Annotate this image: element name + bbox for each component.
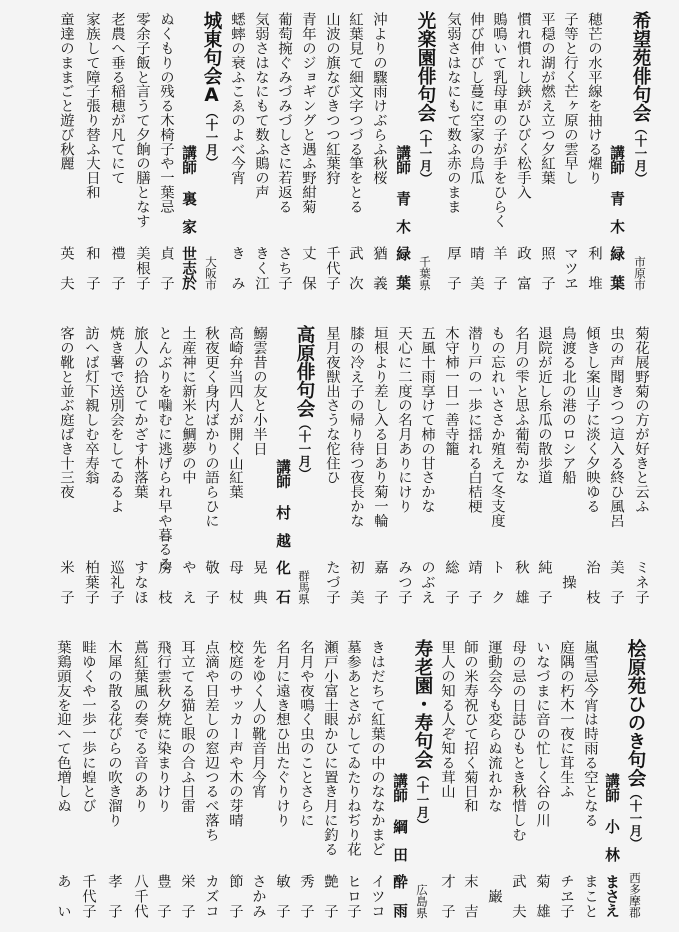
haiku-entry <box>251 314 267 614</box>
lecturer <box>394 0 411 300</box>
haiku-entry <box>534 628 550 928</box>
haiku-author: 英夫 <box>58 246 74 290</box>
section-title-block <box>201 11 221 169</box>
haiku-author: さかみ <box>250 874 266 918</box>
haiku-entry <box>372 314 388 614</box>
haiku-text: 鵙鳴いて乳母車の子が手をひらく <box>491 12 507 228</box>
haiku-author: ミネ子 <box>633 560 649 604</box>
section-month: （十一月） <box>415 768 430 831</box>
haiku-text: 母の忌の日誌ひもとき秋惜しむ <box>510 640 526 842</box>
haiku-text: 五風十雨享けて柿の甘さかな <box>419 326 435 514</box>
section-month: （十一月） <box>628 787 643 850</box>
haiku-entry <box>562 0 578 300</box>
haiku-author: 米子 <box>58 560 74 604</box>
lecturer <box>391 628 408 928</box>
haiku-text: 名月の雫と思ふ葡萄かな <box>513 326 529 485</box>
haiku-entry <box>322 628 338 928</box>
haiku-text: 紅葉見て細文字つづる筆をとる <box>347 12 363 214</box>
haiku-entry <box>203 314 219 614</box>
section-title-block <box>625 639 645 850</box>
section-title: 城東句会A <box>201 11 222 106</box>
section-region: 広島県 <box>415 883 429 918</box>
lecturer-surname: 綱田 <box>391 819 408 862</box>
haiku-text: 点滴や日差しの窓辺つるべ落ち <box>203 640 219 842</box>
haiku-entry <box>486 628 502 928</box>
haiku-entry <box>132 314 148 614</box>
section-region: 市原市 <box>633 255 647 290</box>
haiku-author: 末吉 <box>462 874 478 918</box>
haiku-author: 禮子 <box>109 246 125 290</box>
haiku-text: 膝の冷え子の帰り待つ夜長かな <box>348 326 364 528</box>
haiku-author: 柏葉子 <box>83 560 99 604</box>
haiku-entry <box>324 314 340 614</box>
haiku-author: カズコ <box>203 874 219 918</box>
haiku-author: 節子 <box>227 874 243 918</box>
haiku-entry <box>324 0 340 300</box>
haiku-text: 傾きし案山子に淡く夕映ゆる <box>584 326 600 514</box>
section-title: 桧原苑ひのき句会 <box>625 639 646 787</box>
haiku-author: 敏子 <box>274 874 290 918</box>
haiku-author: 巡礼子 <box>108 560 124 604</box>
haiku-entry <box>348 314 364 614</box>
lecturer-surname: 青木 <box>608 191 625 234</box>
haiku-text: 家族して障子張り替ふ大日和 <box>84 12 100 200</box>
haiku-entry <box>58 0 74 300</box>
haiku-author: みつ子 <box>396 560 412 604</box>
haiku-entry <box>396 314 412 614</box>
haiku-entry <box>83 314 99 614</box>
haiku-author: 政富 <box>515 246 531 290</box>
haiku-text: 山波の旗なびきつつ紅葉狩 <box>324 12 340 185</box>
haiku-author: 操 <box>560 574 576 590</box>
haiku-text: 運動会今も変らぬ流れかな <box>486 640 502 813</box>
lecturer-label: 講師 <box>603 773 620 803</box>
haiku-entry <box>203 628 219 928</box>
haiku-author: 千代子 <box>80 874 96 918</box>
section-month: （十一月） <box>297 417 312 480</box>
haiku-text: 零余子飯と言うて夕餉の膳となす <box>134 12 150 228</box>
haiku-text: 蔦紅葉風の奏でる音のあり <box>132 640 148 813</box>
haiku-entry <box>134 0 150 300</box>
section-header <box>625 628 645 928</box>
haiku-text: 校庭のサッカー声や木の芽晴 <box>227 640 243 828</box>
haiku-author: 猶義 <box>371 246 387 290</box>
haiku-text: 潜り戸の一歩に揺れる白桔梗 <box>466 326 482 514</box>
section-month: （十一月） <box>633 122 648 185</box>
haiku-author: たづ子 <box>324 560 340 604</box>
haiku-text: 童達のままごと遊び秋麗 <box>58 12 74 171</box>
haiku-author: 初美 <box>348 560 364 604</box>
haiku-text: 退院が近し糸瓜の散歩道 <box>536 326 552 485</box>
haiku-entry <box>155 628 171 928</box>
section-month: （十一月） <box>418 122 433 185</box>
haiku-text: 客の靴と並ぶ庭ばき十三夜 <box>58 326 74 499</box>
lecturer-given-name: 化石 <box>274 560 291 604</box>
haiku-text: 墓参あとさがしてゐたりねぢり花 <box>345 640 361 856</box>
haiku-text: 名月に遠き想ひ出たぐりけり <box>274 640 290 828</box>
lecturer-label: 講師 <box>180 145 197 175</box>
haiku-author: 艶子 <box>322 874 338 918</box>
haiku-entry <box>584 314 600 614</box>
haiku-entry <box>156 314 172 614</box>
lecturer-given-name: 緑葉 <box>394 246 411 290</box>
haiku-text: もの忘れいささか殖えて冬支度 <box>489 326 505 528</box>
haiku-entry <box>443 314 459 614</box>
haiku-author: すなほ <box>132 560 148 604</box>
haiku-text: 天心に二度の名月ありにけり <box>396 326 412 514</box>
section-title-block <box>412 639 432 831</box>
haiku-author: 武次 <box>347 246 363 290</box>
haiku-author: 照子 <box>539 246 555 290</box>
haiku-text: 星月夜獣出さうな佗住ひ <box>324 326 340 485</box>
haiku-entry <box>608 314 624 614</box>
haiku-text: 高崎弁当四人が開く山紅葉 <box>227 326 243 499</box>
haiku-text: 焼き薯で送別会をしてゐるよ <box>108 326 124 514</box>
haiku-text: 慣れ慣れし鋏がひびく松手入 <box>515 12 531 200</box>
haiku-author: きく江 <box>253 246 269 290</box>
haiku-text: いなづまに音の忙しく谷の川 <box>534 640 550 828</box>
haiku-author: 八千代 <box>132 874 148 918</box>
haiku-author: 晃典 <box>251 560 267 604</box>
haiku-entry <box>276 0 292 300</box>
haiku-author: 敬子 <box>203 560 219 604</box>
haiku-text: 秋夜更く身内ばかりの語らひに <box>203 326 219 528</box>
haiku-author: まこと <box>582 874 598 918</box>
lecturer-given-name: 世志於 <box>180 246 197 290</box>
haiku-text: 名月や夜鳴く虫のことさらに <box>298 640 314 828</box>
haiku-author: 貞子 <box>158 246 174 290</box>
section-title: 高原俳句会 <box>294 325 315 418</box>
haiku-entry <box>227 628 243 928</box>
haiku-author: 治枝 <box>584 560 600 604</box>
section-header <box>630 0 650 300</box>
haiku-author: イツコ <box>369 874 385 918</box>
haiku-text: ぬくもりの残る木椅子や一葉忌 <box>158 12 174 214</box>
lecturer <box>603 628 620 928</box>
haiku-text: 里人の知る人ぞ知る茸山 <box>439 640 455 799</box>
haiku-text: 木犀の散る花びらの吹き溜り <box>106 640 122 828</box>
haiku-text: 菊花展野菊の方が好きと云ふ <box>633 326 649 514</box>
haiku-text: 耳立てる猫と眼の合ふ日雷 <box>179 640 195 813</box>
haiku-text: 先をゆく人の靴音月今宵 <box>250 640 266 799</box>
haiku-entry <box>515 0 531 300</box>
haiku-text: 鰯雲昔の友と小半日 <box>251 326 267 456</box>
lecturer <box>608 0 625 300</box>
haiku-text: 青年のジョギングと遇ふ野紺菊 <box>300 12 316 214</box>
haiku-text: 畦ゆくや一歩一歩に蝗とび <box>80 640 96 813</box>
haiku-entry <box>439 628 455 928</box>
haiku-entry <box>300 0 316 300</box>
haiku-text: とんぶりを噛むに逃げられ早や暮るる <box>156 326 172 571</box>
haiku-entry <box>510 628 526 928</box>
haiku-author: 総子 <box>443 560 459 604</box>
haiku-entry <box>468 0 484 300</box>
section-header <box>294 314 314 614</box>
lecturer-surname: 青木 <box>394 191 411 234</box>
haiku-entry <box>536 314 552 614</box>
lecturer-given-name: 酔雨 <box>391 874 408 918</box>
haiku-entry <box>371 0 387 300</box>
haiku-author: 利堆 <box>586 246 602 290</box>
haiku-text: 虫の声聞きつつ這入る終ひ風呂 <box>608 326 624 528</box>
haiku-entry <box>179 628 195 928</box>
section-title-block <box>415 11 435 185</box>
haiku-text: きはだちて紅葉の中のななかまど <box>369 640 385 856</box>
lecturer-surname: 裏家 <box>180 191 197 234</box>
haiku-text: 葡萄捥ぐみづみづしさに若返る <box>276 12 292 214</box>
haiku-text: 蟋蟀の衰ふこゑのよべ今宵 <box>229 12 245 185</box>
haiku-entry <box>513 314 529 614</box>
haiku-text: 気弱さはなにもて数ふ鵙の声 <box>253 12 269 200</box>
haiku-author: 才子 <box>439 874 455 918</box>
haiku-author: 靖子 <box>466 560 482 604</box>
haiku-entry <box>558 628 574 928</box>
haiku-text: 土産神に新米と鯛夢の中 <box>180 326 196 485</box>
haiku-author: チヱ子 <box>558 874 574 918</box>
haiku-author: 美根子 <box>134 246 150 290</box>
haiku-author: 孝子 <box>106 874 122 918</box>
section-title-block <box>630 11 650 185</box>
haiku-text: 穂芒の水平線を抽ける燿り <box>586 12 602 185</box>
haiku-entry <box>180 314 196 614</box>
haiku-entry <box>466 314 482 614</box>
haiku-author: 純子 <box>536 560 552 604</box>
lecturer-given-name: まさえ <box>603 874 620 918</box>
haiku-entry <box>347 0 363 300</box>
section-title: 寿老園・寿句会 <box>412 639 433 769</box>
haiku-text: 平穏の湖が燃え立つ夕紅葉 <box>539 12 555 185</box>
section-header <box>201 0 221 300</box>
haiku-entry <box>345 628 361 928</box>
section-header <box>415 0 435 300</box>
haiku-entry <box>106 628 122 928</box>
haiku-author: トク <box>489 560 505 604</box>
haiku-author: 羊子 <box>491 246 507 290</box>
haiku-entry <box>55 628 71 928</box>
haiku-entry <box>274 628 290 928</box>
haiku-entry <box>445 0 461 300</box>
haiku-text: 木守柿一日一善寺籠 <box>443 326 459 456</box>
haiku-text: 旅人の拾ひてかざす朴落葉 <box>132 326 148 499</box>
haiku-author: 嘉子 <box>372 560 388 604</box>
haiku-entry <box>369 628 385 928</box>
haiku-text: 気弱さはなにもて数ふ赤のまま <box>445 12 461 214</box>
haiku-entry <box>462 628 478 928</box>
haiku-author: 厚子 <box>445 246 461 290</box>
haiku-author: 武夫 <box>510 874 526 918</box>
haiku-entry <box>80 628 96 928</box>
lecturer-surname: 小林 <box>603 819 620 862</box>
section-region: 群馬県 <box>297 569 311 604</box>
lecturer-label: 講師 <box>394 145 411 175</box>
haiku-entry <box>491 0 507 300</box>
section-title-block <box>294 325 314 480</box>
haiku-author: きみ <box>229 246 245 290</box>
lecturer-label: 講師 <box>274 459 291 489</box>
haiku-entry <box>419 314 435 614</box>
section-title: 希望苑俳句会 <box>630 11 651 122</box>
haiku-author: 美子 <box>608 560 624 604</box>
haiku-entry <box>489 314 505 614</box>
lecturer-given-name: 緑葉 <box>608 246 625 290</box>
lecturer <box>180 0 197 300</box>
section-region: 西多摩郡 <box>628 872 642 918</box>
haiku-entry <box>227 314 243 614</box>
haiku-text: 子等と行く芒ヶ原の雲早し <box>562 12 578 185</box>
haiku-text: 鳥渡る北の港のロシア船 <box>560 326 576 485</box>
haiku-text: 葉鶏頭友を迎へて色増しぬ <box>55 640 71 813</box>
haiku-author: 丈保 <box>300 246 316 290</box>
haiku-author: 晴美 <box>468 246 484 290</box>
haiku-text: 老農へ垂る稲穂が凡てにて <box>109 12 125 185</box>
haiku-author: 秋雄 <box>513 560 529 604</box>
haiku-entry <box>298 628 314 928</box>
haiku-author: マツヱ <box>562 246 578 290</box>
haiku-author: さち子 <box>276 246 292 290</box>
haiku-author: ヒロ子 <box>345 874 361 918</box>
haiku-author: やえ <box>180 560 196 604</box>
haiku-entry <box>84 0 100 300</box>
haiku-entry <box>132 628 148 928</box>
haiku-text: 嵐雪忌今宵は時雨る空となる <box>582 640 598 828</box>
haiku-text: 伸び伸びし蔓に空家の烏瓜 <box>468 12 484 185</box>
haiku-author: 母杖 <box>227 560 243 604</box>
haiku-text: 飛行雲秋夕焼に染まりけり <box>155 640 171 813</box>
haiku-text: 瀬戸小富士眼かひに置き月に釣る <box>322 640 338 856</box>
haiku-entry <box>109 0 125 300</box>
haiku-entry <box>539 0 555 300</box>
haiku-entry <box>58 314 74 614</box>
haiku-author: 巌 <box>486 888 502 904</box>
haiku-entry <box>633 314 649 614</box>
haiku-author: 千代子 <box>324 246 340 290</box>
section-month: （十一月） <box>204 106 219 169</box>
haiku-author: のぶえ <box>419 560 435 604</box>
haiku-entry <box>582 628 598 928</box>
haiku-author: あい <box>55 874 71 918</box>
haiku-author: 秀子 <box>298 874 314 918</box>
haiku-author: 和子 <box>84 246 100 290</box>
haiku-text: 垣根より差し入る日あり菊一輪 <box>372 326 388 528</box>
haiku-entry <box>250 628 266 928</box>
haiku-text: 庭隅の朽木一夜に茸生ふ <box>558 640 574 799</box>
section-region: 千葉県 <box>418 255 432 290</box>
haiku-entry <box>108 314 124 614</box>
haiku-entry <box>158 0 174 300</box>
haiku-entry <box>560 314 576 614</box>
haiku-author: 豊子 <box>155 874 171 918</box>
haiku-entry <box>229 0 245 300</box>
haiku-text: 沖よりの驟雨けぶらふ秋桜 <box>371 12 387 185</box>
haiku-author: 房枝 <box>156 560 172 604</box>
lecturer-label: 講師 <box>391 773 408 803</box>
haiku-author: 栄子 <box>179 874 195 918</box>
haiku-entry <box>586 0 602 300</box>
haiku-text: 訪へば灯下親しむ卒寿翁 <box>83 326 99 485</box>
section-region: 大阪市 <box>204 255 218 290</box>
haiku-author: 菊雄 <box>534 874 550 918</box>
haiku-text: 師の米寿祝ひて招く菊日和 <box>462 640 478 813</box>
section-title: 光楽園俳句会 <box>415 11 436 122</box>
lecturer-surname: 村越 <box>274 505 291 548</box>
section-header <box>412 628 432 928</box>
lecturer-label: 講師 <box>608 145 625 175</box>
lecturer <box>274 314 291 614</box>
haiku-entry <box>253 0 269 300</box>
